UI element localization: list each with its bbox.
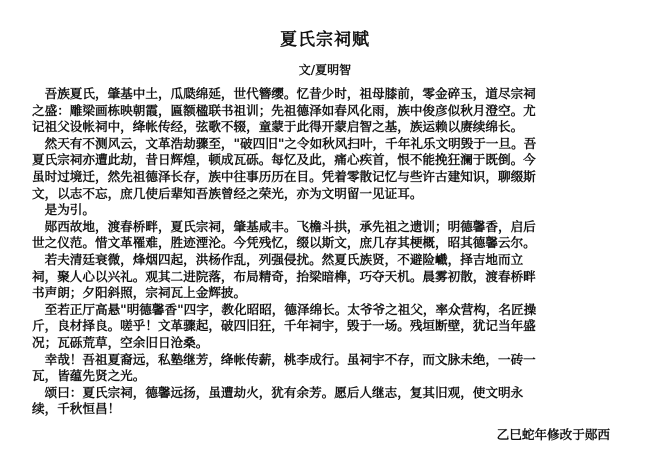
- document-title: 夏氏宗祠赋: [280, 30, 370, 50]
- text-line: 颂曰：夏氏宗祠，德馨远扬，虽遭劫火，犹有余芳。愿后人继志，复其旧观，使文明永: [32, 384, 524, 400]
- text-line: 虽时过境迁，然先祖德泽长存，族中往事历历在目。凭着零散记忆与些许古建知识，聊缀斯: [32, 168, 536, 184]
- text-line: 祠，聚人心以兴礼。观其二进院落，布局精奇，抬梁暗榫，巧夺天机。晨雾初散，渡春桥畔: [32, 268, 536, 284]
- body-text: [32, 86, 614, 418]
- text-line: 斤，良材择良。嗟乎！文革骤起，破四旧狂，千年祠宇，毁于一场。残垣断壁，犹记当年盛: [32, 318, 536, 334]
- text-line: 之盛：雕梁画栋映朝霞，匾额楹联书祖训；先祖德泽如春风化雨，族中俊彦似秋月澄空。尤: [32, 102, 536, 118]
- text-line: 吾族夏氏，肇基中土，瓜瓞绵延，世代簪缨。忆昔少时，祖母膝前，零金碎玉，道尽宗祠: [32, 86, 536, 101]
- text-line: 是为引。: [32, 202, 95, 218]
- author-byline: 文/夏明智: [298, 63, 352, 77]
- text-line: 然天有不测风云，文革浩劫骤至，"破四旧"之令如秋风扫叶，千年礼乐文明毁于一旦。吾: [32, 135, 537, 151]
- signature-date: 乙巳蛇年修改于郧西: [496, 427, 610, 442]
- text-line: 郧西故地，渡春桥畔，夏氏宗祠，肇基咸丰。飞檐斗拱，承先祖之遗训；明德馨香，启后: [32, 218, 536, 234]
- text-line: 瓦，皆蕴先贤之光。: [32, 368, 146, 384]
- text-line: 至若正厅高悬"明德馨香"四字，教化昭昭，德泽绵长。太爷爷之祖父，率众营构，名匠操: [32, 301, 537, 317]
- text-line: 文，以志不忘，庶几使后辈知吾族曾经之荣光，亦为文明留一见证耳。: [32, 185, 423, 201]
- text-line: 世之仪范。惜文革罹难，胜迹湮沦。今凭残忆，缀以斯文，庶几存其梗概，昭其德馨云尔。: [32, 235, 536, 251]
- text-line: 书声朗；夕阳斜照，宗祠瓦上金辉披。: [32, 285, 247, 301]
- text-line: 若夫清廷衰微，烽烟四起，洪杨作乱，列强侵扰。然夏氏族贤，不避险巇，择吉地而立: [32, 251, 524, 267]
- text-line: 况；瓦砾荒草，空余旧日沧桑。: [32, 334, 209, 350]
- text-line: 夏氏宗祠亦遭此劫，昔日辉煌，顿成瓦砾。每忆及此，痛心疾首，恨不能挽狂澜于既倒。今: [32, 152, 536, 168]
- text-line: 记祖父设帐祠中，绛帐传经，弦歌不辍，童蒙于此得开蒙启智之基，族运赖以赓续绵长。: [32, 119, 524, 135]
- text-line: 续，千秋恒昌！: [32, 401, 121, 417]
- text-line: 幸哉！吾祖夏裔远，私塾继芳，绛帐传薪，桃李成行。虽祠宇不存，而文脉未绝，一砖一: [32, 351, 536, 367]
